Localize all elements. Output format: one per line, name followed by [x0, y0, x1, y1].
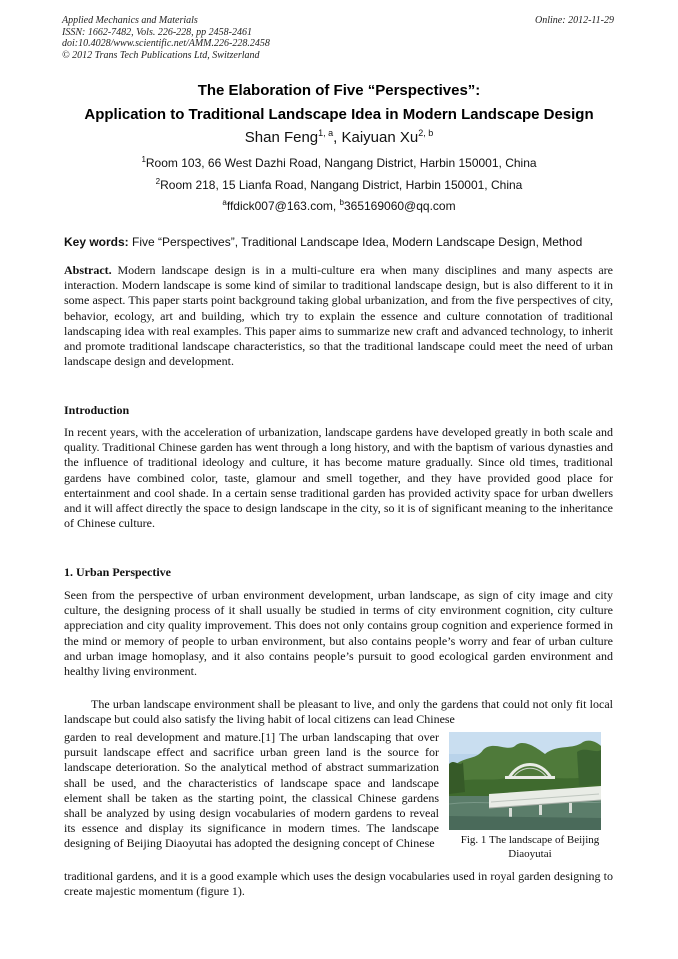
paper-title-line-2: Application to Traditional Landscape Idea in Modern Landscape Design: [84, 106, 594, 123]
landscape-photo-illustration: [449, 732, 601, 830]
author-affiliation-mark: 1, a: [318, 128, 334, 138]
keywords-text: Five “Perspectives”, Traditional Landscape Idea, Modern Landscape Design, Method: [128, 235, 583, 249]
figure-caption-line: Diaoyutai: [508, 848, 552, 860]
urban-perspective-paragraph-2: The urban landscape environment shall be pleasant to live, and only the gardens that could not only fit local landscape but could also satisfy the living habit of local citizens can lead Chinese: [64, 697, 613, 727]
introduction-paragraph: In recent years, with the acceleration of urbanization, landscape gardens have developed greatly in both scale and quality. Traditional Chinese garden has went through a long history, and with the baptism of various dynasties and the influence of traditional ideology and culture, it has become mature gradually. Since old times, traditional gardens have combined color, taste, glamour and smell together, and they have provided good place for entertainment and cool shade. In a certain sense traditional garden has provided activity space for urban dwellers and it will affect directly the space to design landscape in the city, so it is of significant meaning to the inheritance of Chinese culture.: [64, 425, 613, 531]
author-name: Shan Feng: [244, 129, 319, 146]
journal-name: Applied Mechanics and Materials: [62, 15, 198, 26]
doi-line: doi:10.4028/www.scientific.net/AMM.226-228.2458: [62, 38, 270, 49]
abstract-text: Modern landscape design is in a multi-culture era when many disciplines and many aspects are interaction. Modern landscape is some kind of similar to traditional landscape design, but is also different to it in some aspect. This paper starts point background taking global urbanization, and from the five perspectives of city, behavior, ecology, art and building, which try to explain the essence and culture connotation of traditional landscaping idea with real examples. This paper aims to summarize new craft and advanced technology, to inherit and promote traditional landscape characteristics, so that the traditional landscape could meet the need of urban landscape design and development.: [64, 263, 613, 369]
figure-1-caption: [446, 833, 614, 861]
copyright-line: © 2012 Trans Tech Publications Ltd, Switzerland: [62, 49, 260, 61]
keywords-label: Key words:: [64, 235, 129, 249]
affiliation-mark: 1: [141, 155, 146, 164]
email-mark: b: [339, 198, 344, 207]
figure-caption-line: Fig. 1 The landscape of Beijing: [460, 834, 600, 846]
author-name: Kaiyuan Xu: [341, 129, 419, 146]
email-address[interactable]: 365169060@qq.com: [343, 199, 456, 213]
online-date: Online: 2012-11-29: [535, 15, 614, 26]
affiliation-2: [0, 177, 678, 192]
affiliation-1: [0, 155, 678, 170]
urban-perspective-paragraph-2-tail: traditional gardens, and it is a good example which uses the design vocabularies used in royal garden designing to create majestic momentum (figure 1).: [64, 869, 613, 899]
email-mark: a: [222, 198, 227, 207]
journal-header: [62, 15, 270, 61]
figure-1-photo: [449, 732, 601, 830]
email-line: [0, 198, 678, 213]
abstract: [64, 263, 613, 369]
author-separator: ,: [333, 129, 342, 146]
issn-line: ISSN: 1662-7482, Vols. 226-228, pp 2458-2461: [62, 26, 252, 38]
urban-perspective-paragraph-1: Seen from the perspective of urban environment development, urban landscape, as sign of city image and city culture, the designing process of it shall usually be studied in terms of city environment cognition, city culture appreciation and city quality improvement. This does not only contains group cognition and experience formed in the mind or memory of people to urban environment, but also contains people’s worry and fear of urban culture and urban image homoplasy, and it also contains people’s pursuit to good ecological garden environment and healthy living environment.: [64, 588, 613, 679]
author-list: [0, 128, 678, 146]
affiliation-text: Room 218, 15 Lianfa Road, Nangang District, Harbin 150001, China: [160, 178, 523, 192]
author-affiliation-mark: 2, b: [418, 128, 434, 138]
section-heading-introduction: Introduction: [64, 403, 130, 417]
affiliation-mark: 2: [155, 177, 161, 186]
abstract-label: Abstract.: [64, 263, 112, 277]
paper-title-line-1: The Elaboration of Five “Perspectives”:: [197, 82, 481, 99]
urban-perspective-paragraph-2-wrapped: garden to real development and mature.[1] The urban landscaping that over pursuit landscape effect and sacrifice urban green land is the source for landscape deterioration. So the analytical method of abstract summarization shall be used, and the characteristics of landscape space and landscape element shall be taken as the starting point, the classical Chinese gardens shall be analyzed by using design vocabularies of modern gardens to reveal its essence and display its significance in modern times. The landscape designing of Beijing Diaoyutai has adopted the designing concept of Chinese: [64, 730, 439, 851]
section-heading-urban-perspective: 1. Urban Perspective: [64, 565, 171, 579]
email-address[interactable]: ffdick007@163.com,: [226, 199, 340, 213]
keywords: [64, 235, 624, 249]
affiliation-text: Room 103, 66 West Dazhi Road, Nangang District, Harbin 150001, China: [145, 156, 537, 170]
